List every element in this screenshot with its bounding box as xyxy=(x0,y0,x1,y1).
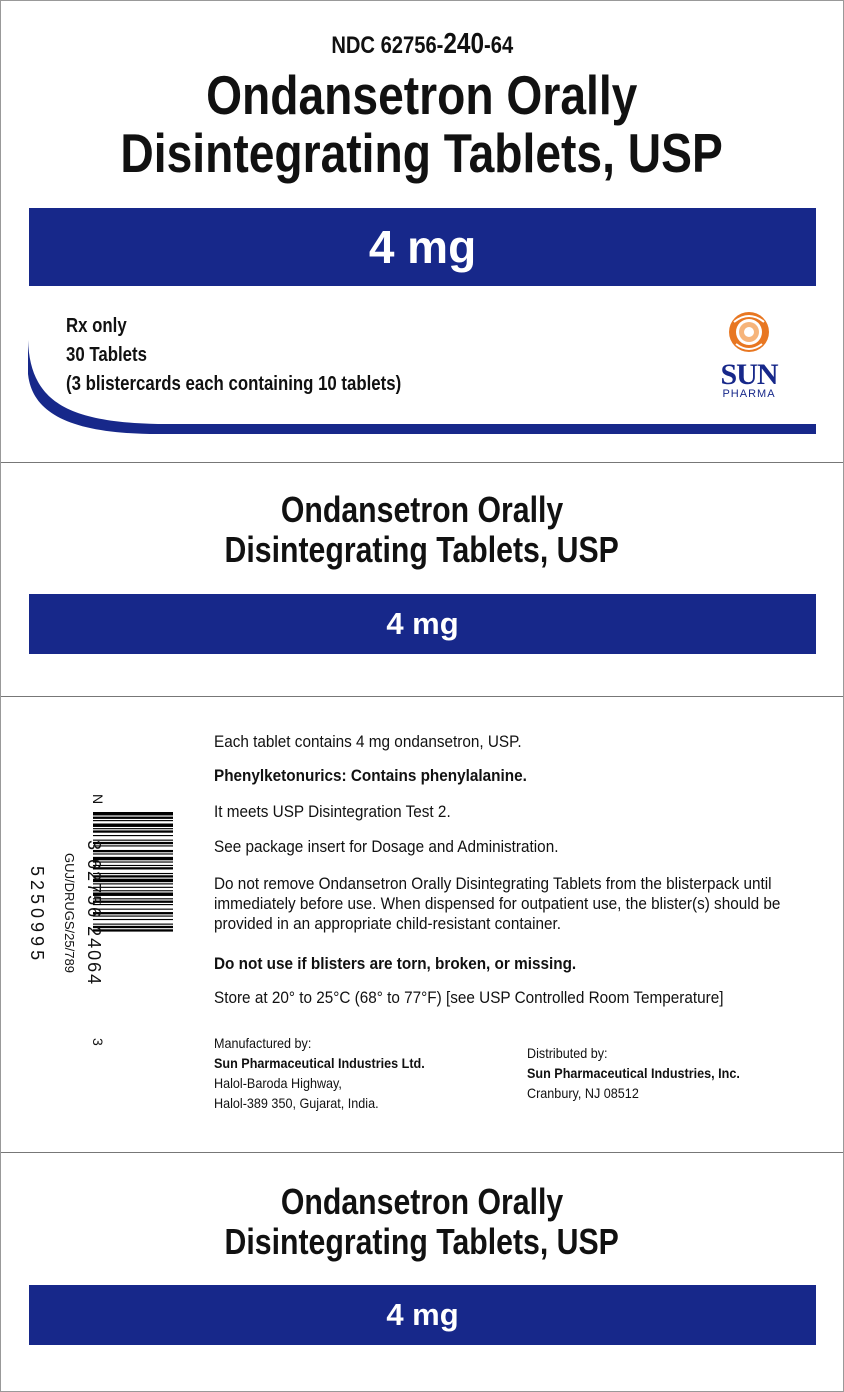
product-name-line2: Disintegrating Tablets, USP xyxy=(224,1221,620,1262)
barcode-bar xyxy=(93,850,173,852)
package-insert-note: See package insert for Dosage and Administration. xyxy=(214,837,559,856)
barcode-bar xyxy=(93,904,173,905)
dispensing-instructions: Do not remove Ondansetron Orally Disintegrating Tablets from the blisterpack until immediately before use. When dispensed for outpatient use, the blister(s) should be provided in an appropriate child-resistant container. xyxy=(214,874,781,933)
barcode-bar xyxy=(93,929,173,931)
barcode-n-mark: N xyxy=(90,794,106,805)
product-name-line1: Ondansetron Orally xyxy=(280,1181,564,1222)
blister-warning: Do not use if blisters are torn, broken, or missing. xyxy=(214,954,577,973)
ingredient-statement: Each tablet contains 4 mg ondansetron, USP. xyxy=(214,732,522,751)
barcode-bar xyxy=(93,828,173,829)
barcode-check-digit: 3 xyxy=(90,1038,106,1046)
manufacturer-block xyxy=(214,1033,448,1113)
barcode-bar xyxy=(93,824,173,827)
phenylketonurics-warning: Phenylketonurics: Contains phenylalanine. xyxy=(214,766,527,785)
tablet-count: 30 Tablets xyxy=(66,344,147,366)
product-name-side xyxy=(0,490,844,570)
barcode-bar xyxy=(93,861,173,862)
strength-band xyxy=(29,594,816,654)
barcode-bar xyxy=(93,857,173,860)
rx-info xyxy=(66,312,465,399)
logo-subtitle: PHARMA xyxy=(722,388,776,400)
distributor-address: Cranbury, NJ 08512 xyxy=(527,1085,639,1101)
manufacturer-label: Manufactured by: xyxy=(214,1035,312,1051)
logo-word: SUN xyxy=(720,358,778,391)
barcode-bar xyxy=(93,883,173,884)
barcode-bar xyxy=(93,926,173,928)
barcode-bar xyxy=(93,893,173,896)
barcode-bar xyxy=(93,890,173,891)
barcode-bar xyxy=(93,912,173,914)
barcode-bar xyxy=(93,924,173,925)
barcode-bar xyxy=(93,909,173,910)
barcode-bar xyxy=(93,901,173,903)
strength-band xyxy=(29,208,816,286)
strength-label: 4 mg xyxy=(386,606,459,641)
barcode-bar xyxy=(93,840,173,841)
barcode-bar xyxy=(93,853,173,854)
barcode-bar xyxy=(93,842,173,844)
manufacturer-address2: Halol-389 350, Gujarat, India. xyxy=(214,1095,379,1111)
barcode-bar xyxy=(93,867,173,869)
ndc-number: NDC 62756-240-64 xyxy=(331,28,513,60)
barcode-bar xyxy=(93,845,173,846)
barcode-bar xyxy=(93,898,173,899)
strength-label: 4 mg xyxy=(368,221,477,273)
barcode xyxy=(93,812,173,1036)
product-name-line1: Ondansetron Orally xyxy=(206,64,638,126)
sun-swirl-icon xyxy=(712,308,786,358)
barcode-bar xyxy=(93,919,173,920)
barcode-number: 3 62756 24064 xyxy=(84,840,104,987)
strength-band xyxy=(29,1285,816,1345)
product-name-line2: Disintegrating Tablets, USP xyxy=(120,122,724,184)
barcode-bar xyxy=(93,812,173,815)
rx-only: Rx only xyxy=(66,315,127,337)
blistercard-info: (3 blistercards each containing 10 tablets) xyxy=(66,373,402,395)
product-name-line1: Ondansetron Orally xyxy=(280,489,564,530)
barcode-bar xyxy=(93,830,173,832)
barcode-bar xyxy=(93,817,173,819)
barcode-bar xyxy=(93,835,173,836)
barcode-bar xyxy=(93,875,173,877)
distributor-label: Distributed by: xyxy=(527,1045,608,1061)
strength-label: 4 mg xyxy=(386,1297,459,1332)
barcode-bar xyxy=(93,879,173,882)
usp-test-statement: It meets USP Disintegration Test 2. xyxy=(214,802,451,821)
product-name-side xyxy=(0,1182,844,1262)
distributor-block xyxy=(527,1043,764,1103)
sun-pharma-logo xyxy=(712,308,792,403)
barcode-bar xyxy=(93,887,173,888)
barcode-bar xyxy=(93,916,173,917)
barcode-bar xyxy=(93,865,173,866)
barcode-bar xyxy=(93,873,173,874)
product-name xyxy=(0,66,844,182)
drug-license-number: GUJ/DRUGS/25/789 xyxy=(62,853,77,973)
manufacturer-address1: Halol-Baroda Highway, xyxy=(214,1075,342,1091)
item-code: 5250995 xyxy=(27,866,47,965)
barcode-bar xyxy=(93,820,173,821)
product-name-line2: Disintegrating Tablets, USP xyxy=(224,529,620,570)
distributor-name: Sun Pharmaceutical Industries, Inc. xyxy=(527,1065,740,1081)
storage-statement: Store at 20° to 25°C (68° to 77°F) [see USP Controlled Room Temperature] xyxy=(214,988,724,1007)
manufacturer-name: Sun Pharmaceutical Industries Ltd. xyxy=(214,1055,425,1071)
